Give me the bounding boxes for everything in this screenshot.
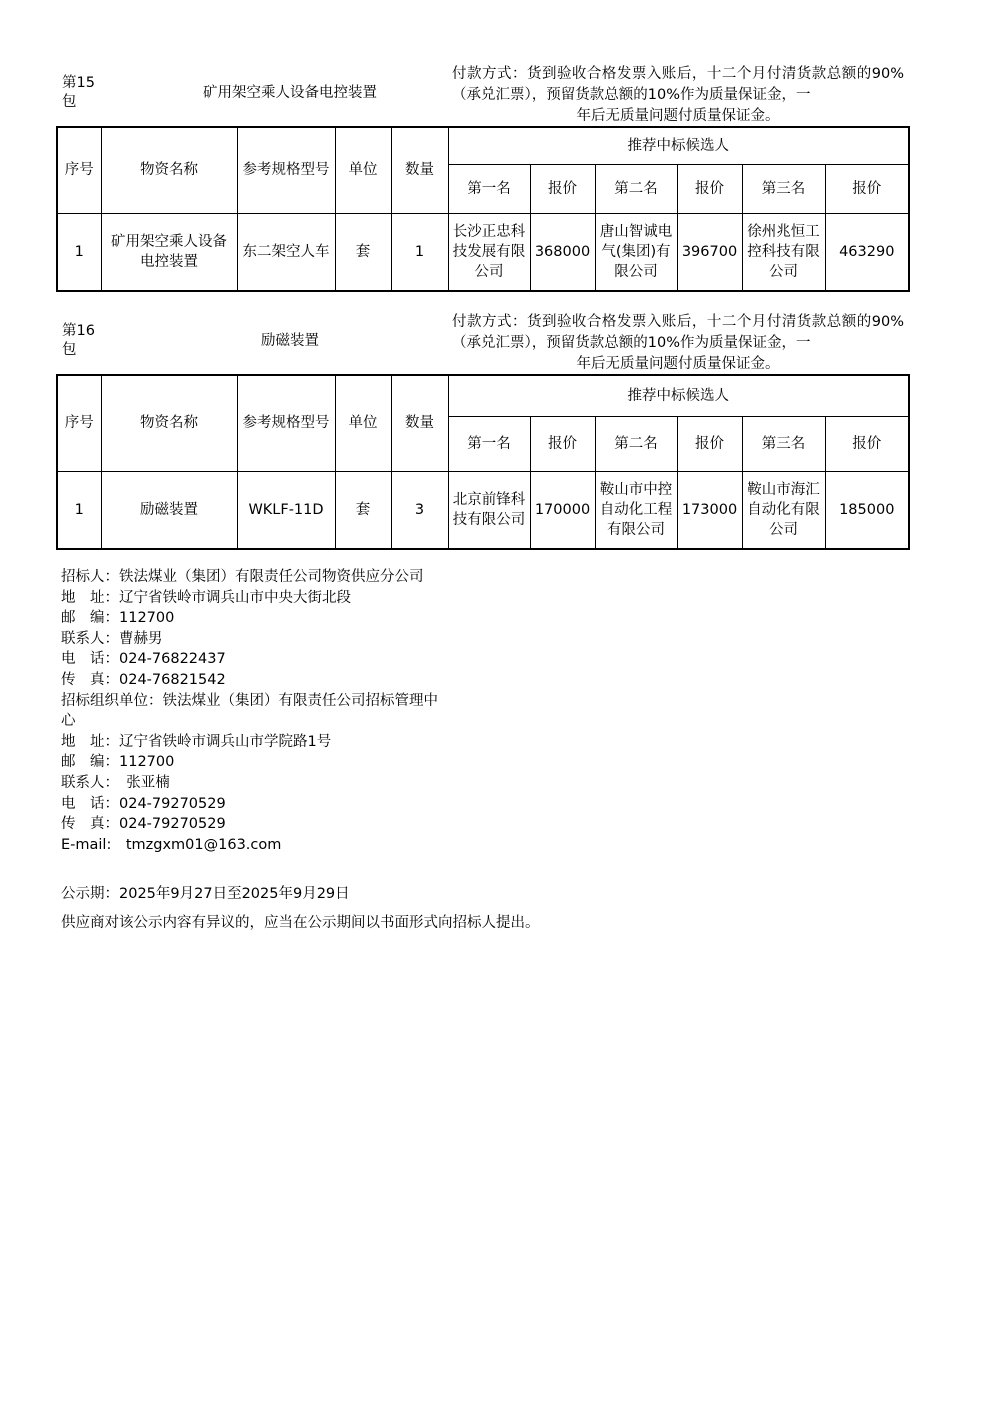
payment-line-2: 年后无质量问题付质量保证金。 [576,108,780,124]
payment-line-2: 年后无质量问题付质量保证金。 [576,356,780,372]
header-unit: 单位 [335,127,391,213]
package-header [56,64,908,126]
notice-objection: 供应商对该公示内容有异议的，应当在公示期间以书面形式向招标人提出。 [61,915,540,931]
cell-unit: 套 [335,213,391,291]
header-third: 第三名 [742,164,825,213]
cell-price-1: 368000 [530,213,595,291]
cell-price-3: 185000 [825,471,909,549]
header-spec: 参考规格型号 [237,375,335,471]
agency-postcode: 邮 编：112700 [61,754,175,771]
cell-second [595,213,677,291]
header-spec: 参考规格型号 [237,127,335,213]
notice-period: 公示期：2025年9月27日至2025年9月29日 [61,886,350,902]
table-row [57,213,909,291]
cell-price-1: 170000 [530,471,595,549]
package-number: 第16包 [62,323,95,358]
award-table [56,126,910,292]
header-first: 第一名 [448,164,530,213]
header-candidates: 推荐中标候选人 [448,127,909,164]
cell-spec: 东二架空人车 [237,213,335,291]
award-table [56,374,910,550]
cell-seq: 1 [57,213,101,291]
header-price-2: 报价 [677,416,742,471]
cell-price-2: 396700 [677,213,742,291]
agency-phone: 电 话：024-79270529 [61,795,226,812]
tenderer: 招标人：铁法煤业（集团）有限责任公司物资供应分公司 [61,569,424,585]
header-price-2: 报价 [677,164,742,213]
agency-fax: 传 真：024-79270529 [61,816,226,833]
cell-item: 励磁装置 [101,471,237,549]
header-item: 物资名称 [101,375,237,471]
package-name: 励磁装置 [261,333,319,349]
payment-terms [452,312,904,375]
cell-third [742,471,825,549]
tenderer-phone: 电 话：024-76822437 [61,651,226,668]
header-unit: 单位 [335,375,391,471]
agency-contact: 联系人： 张亚楠 [61,774,170,791]
table-row [57,471,909,549]
agency: 招标组织单位：铁法煤业（集团）有限责任公司招标管理中心 [61,692,438,730]
payment-line-1: 付款方式：货到验收合格发票入账后，十二个月付清货款总额的90%（承兑汇票），预留货款总额的10%作为质量保证金，一 [452,66,904,103]
cell-seq: 1 [57,471,101,549]
header-item: 物资名称 [101,127,237,213]
third-candidate: 鞍山市海汇自动化有限公司 [747,481,820,538]
header-second: 第二名 [595,416,677,471]
first-candidate: 北京前锋科技有限公司 [452,491,526,528]
package-name: 矿用架空乘人设备电控装置 [203,85,377,101]
package-15 [56,64,908,292]
header-first: 第一名 [448,416,530,471]
payment-terms [452,64,904,127]
agency-address: 地 址：辽宁省铁岭市调兵山市学院路1号 [61,733,332,750]
second-candidate: 鞍山市中控自动化工程有限公司 [599,481,673,538]
cell-first [448,213,530,291]
header-price-3: 报价 [825,164,909,213]
header-third: 第三名 [742,416,825,471]
cell-third [742,213,825,291]
tenderer-address: 地 址：辽宁省铁岭市调兵山市中央大街北段 [61,589,351,606]
payment-line-1: 付款方式：货到验收合格发票入账后，十二个月付清货款总额的90%（承兑汇票），预留货款总额的10%作为质量保证金，一 [452,314,904,351]
tenderer-contact: 联系人：曹赫男 [61,630,163,647]
header-candidates: 推荐中标候选人 [448,375,909,416]
header-qty: 数量 [391,375,448,471]
header-price-1: 报价 [530,164,595,213]
contact-info [61,567,446,855]
package-number: 第15包 [62,75,95,110]
header-price-3: 报价 [825,416,909,471]
header-second: 第二名 [595,164,677,213]
cell-unit: 套 [335,471,391,549]
cell-price-2: 173000 [677,471,742,549]
package-header [56,312,908,374]
third-candidate: 徐州兆恒工控科技有限公司 [747,223,820,280]
tenderer-fax: 传 真：024-76821542 [61,671,226,688]
first-candidate: 长沙正忠科技发展有限公司 [452,223,526,280]
cell-qty: 3 [391,471,448,549]
cell-item: 矿用架空乘人设备电控装置 [101,213,237,291]
tenderer-postcode: 邮 编：112700 [61,610,175,627]
cell-qty: 1 [391,213,448,291]
header-price-1: 报价 [530,416,595,471]
header-seq: 序号 [57,127,101,213]
cell-first [448,471,530,549]
agency-email: E-mail: tmzgxm01@163.com [61,836,282,853]
second-candidate: 唐山智诚电气(集团)有限公司 [599,223,673,280]
cell-second [595,471,677,549]
cell-spec: WKLF-11D [237,471,335,549]
cell-price-3: 463290 [825,213,909,291]
header-qty: 数量 [391,127,448,213]
header-seq: 序号 [57,375,101,471]
package-16 [56,312,908,550]
